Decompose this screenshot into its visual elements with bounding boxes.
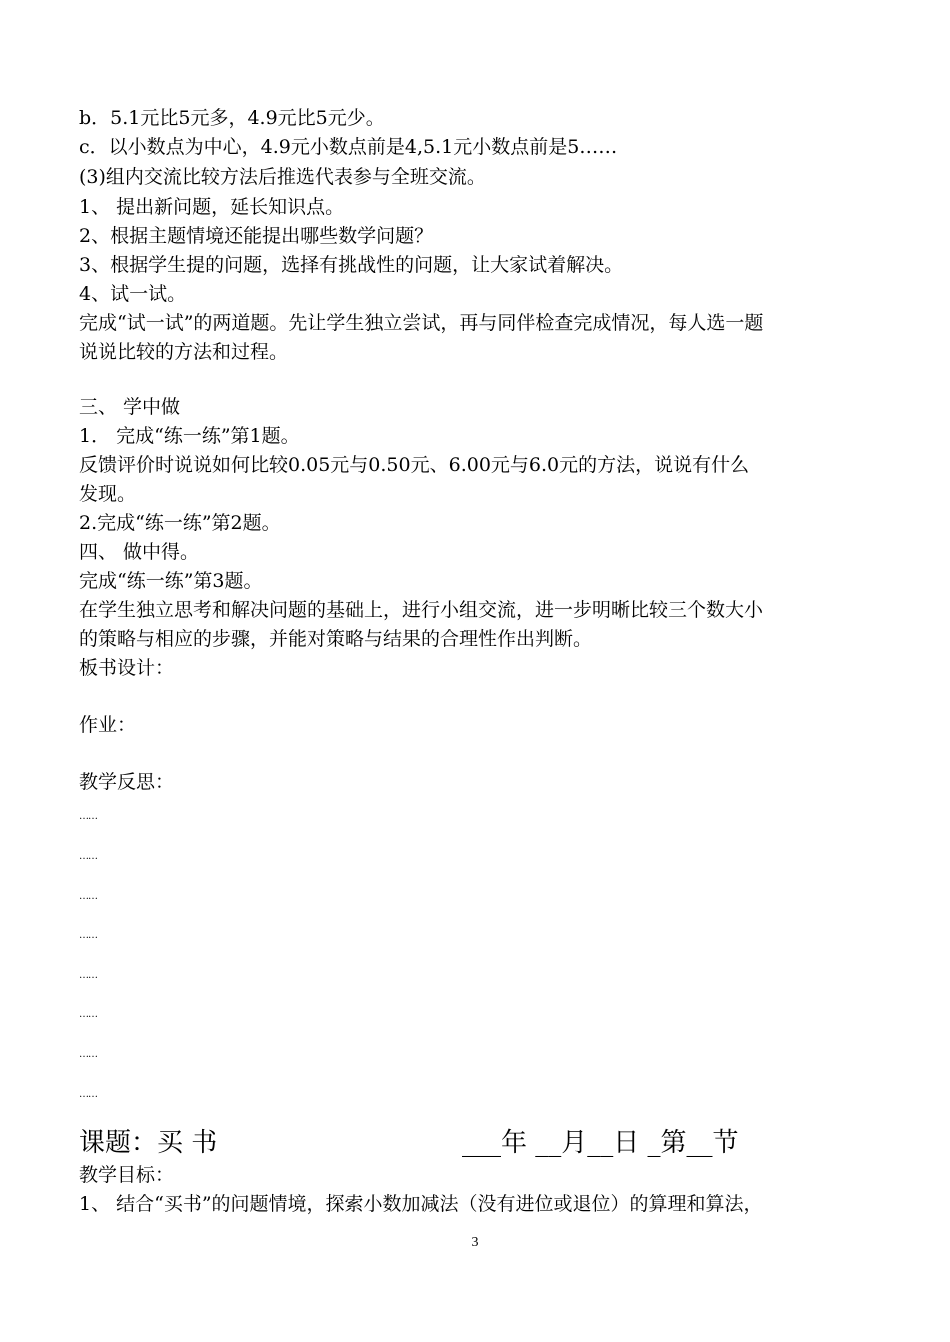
- section-heading: 四、 做中得。: [79, 541, 200, 563]
- text-line: 反馈评价时说说如何比较0.05元与0.50元、6.00元与6.0元的方法，说说有什么: [79, 454, 750, 476]
- lesson-date-line: ___年 __月__日 _第__节: [462, 1128, 739, 1158]
- text-line: 发现。: [79, 483, 137, 505]
- dot-leader: ……: [79, 811, 97, 822]
- text-line: 2、根据主题情境还能提出哪些数学问题？: [79, 225, 434, 247]
- section-heading: 三、 学中做: [79, 396, 181, 418]
- page-number: 3: [471, 1235, 479, 1250]
- dot-leader: ……: [79, 1009, 97, 1020]
- reflection-label: 教学反思：: [79, 771, 175, 793]
- text-line: 的策略与相应的步骤，并能对策略与结果的合理性作出判断。: [79, 628, 593, 650]
- text-line: b．5.1元比5元多，4.9元比5元少。: [79, 107, 385, 129]
- board-design-label: 板书设计：: [79, 657, 175, 679]
- text-line: 说说比较的方法和过程。: [79, 341, 289, 363]
- goal-item: 1、 结合“买书”的问题情境，探索小数加减法（没有进位或退位）的算理和算法，: [79, 1193, 763, 1215]
- lesson-title: 课题：买 书: [79, 1128, 218, 1158]
- text-line: 1． 完成“练一练”第1题。: [79, 425, 300, 447]
- goals-heading: 教学目标：: [79, 1164, 175, 1186]
- text-line: 3、根据学生提的问题，选择有挑战性的问题，让大家试着解决。: [79, 254, 624, 276]
- dot-leader: ……: [79, 891, 97, 902]
- dot-leader: ……: [79, 970, 97, 981]
- dot-leader: ……: [79, 1089, 97, 1100]
- text-line: 1、 提出新问题，延长知识点。: [79, 196, 345, 218]
- text-line: 4、试一试。: [79, 283, 187, 305]
- text-line: c．以小数点为中心，4.9元小数点前是4,5.1元小数点前是5……: [79, 136, 618, 158]
- text-line: 在学生独立思考和解决问题的基础上，进行小组交流，进一步明晰比较三个数大小: [79, 599, 764, 621]
- text-line: 完成“试一试”的两道题。先让学生独立尝试，再与同伴检查完成情况，每人选一题: [79, 312, 764, 334]
- homework-label: 作业：: [79, 714, 137, 736]
- text-line: 完成“练一练”第3题。: [79, 570, 263, 592]
- dot-leader: ……: [79, 930, 97, 941]
- text-line: 2.完成“练一练”第2题。: [79, 512, 281, 534]
- text-line: (3)组内交流比较方法后推选代表参与全班交流。: [79, 166, 486, 188]
- dot-leader: ……: [79, 851, 97, 862]
- dot-leader: ……: [79, 1049, 97, 1060]
